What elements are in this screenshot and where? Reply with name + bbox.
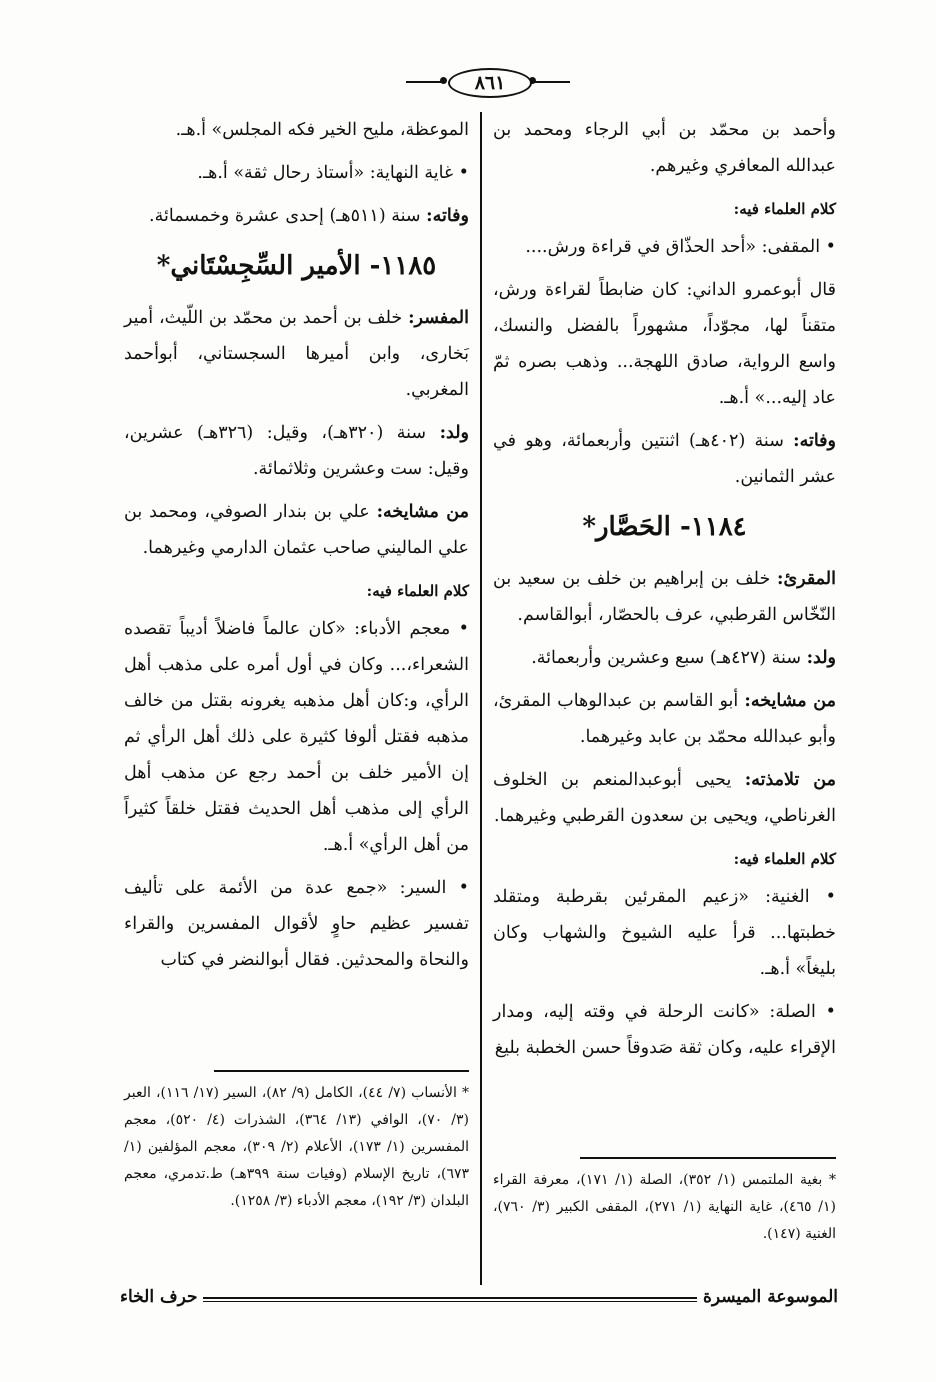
death-text: سنة (٥١١هـ) إحدى عشرة وخمسمائة.	[149, 206, 421, 226]
book-title: الموسوعة الميسرة	[697, 1287, 838, 1307]
teachers-line	[493, 683, 836, 755]
chapter-name: حرف الخاء	[120, 1287, 203, 1307]
quote-dani: قال أبوعمرو الداني: كان ضابطاً لقراءة ورش، متقناً لها، مجوّداً، مشهوراً بالفضل والنسك، واسع الرواية، صادق اللهجة... وذهب بصره ثمّ عاد إليه...» أ.هـ.	[493, 280, 836, 408]
exegete-text: خلف بن أحمد بن محمّد بن اللّيث، أمير بَخارى، وابن أميرها السجستاني، أبوأحمد المغربي.	[124, 308, 469, 400]
footnote-rule-right	[580, 1157, 836, 1159]
exegete-line	[124, 300, 469, 408]
born-text: سنة (٣٢٠هـ)، وقيل: (٣٢٦هـ) عشرين، وقيل: ست وعشرين وثلاثمائة.	[124, 423, 469, 479]
header-rule-right	[530, 81, 570, 83]
teachers-label: من مشايخه:	[744, 691, 836, 711]
teachers-text: علي بن بندار الصوفي، ومحمد بن علي الماليني صاحب عثمان الدارمي وغيرهما.	[124, 502, 469, 558]
reader-text: خلف بن إبراهيم بن خلف بن سعيد بن النّخّاس القرطبي، عرف بالحصّار، أبوالقاسم.	[493, 569, 836, 625]
quote-mujam-udaba: • معجم الأدباء: «كان عالماً فاضلاً أديباً تقصده الشعراء،... وكان في أول أمره على مذهب أهل الرأي، و:كان أهل مذهبه يغرونه بقتل من خالف مذهبه فقتل ألوفا كثيرة على ذلك أهل الرأي ثم إن الأمير خلف بن أحمد رجع عن مذهب أهل الرأي إلى مذهب أهل الحديث فقتل خلقاً كثيراً من أهل الرأي» أ.هـ.	[124, 619, 469, 855]
born-line	[493, 640, 836, 676]
quote-ghunya: • الغنية: «زعيم المقرئين بقرطبة ومتقلد خطبتها... قرأ عليه الشيوخ والشهاب وكان بليغاً» أ.هـ.	[493, 887, 836, 979]
quote-sila: • الصلة: «كانت الرحلة في وقته إليه، ومدار الإقراء عليه، وكان ثقة صَدوقاً حسن الخطبة بليغ	[493, 1002, 836, 1058]
header-dot-left	[440, 77, 447, 84]
death-line	[124, 198, 469, 234]
exegete-label: المفسر:	[408, 308, 469, 328]
teachers-line	[124, 494, 469, 566]
footnote-right: * بغية الملتمس (١/ ٣٥٢)، الصلة (١/ ١٧١)، معرفة القراء (١/ ٤٦٥)، غاية النهاية (١/ ٢٧١)، المقفى الكبير (٣/ ٧٦٠)، الغنية (١٤٧).	[493, 1172, 836, 1242]
students-label: من تلامذته:	[744, 770, 836, 790]
teachers-label: من مشايخه:	[376, 502, 469, 522]
continuation-paragraph: الموعظة، مليح الخير فكه المجلس» أ.هـ.	[175, 120, 469, 140]
students-text: يحيى أبوعبدالمنعم بن الخلوف الغرناطي، ويحيى بن سعدون القرطبي وغيرهما.	[493, 770, 836, 826]
students-line	[493, 762, 836, 834]
left-column	[124, 112, 469, 985]
right-column	[493, 112, 836, 1073]
death-text: سنة (٤٠٢هـ) اثنتين وأربعمائة، وهو في عشر الثمانين.	[493, 431, 836, 487]
reader-line	[493, 561, 836, 633]
quote-ghaya: • غاية النهاية: «أستاذ رحال ثقة» أ.هـ.	[197, 163, 469, 183]
footnote-left: * الأنساب (٧/ ٤٤)، الكامل (٩/ ٨٢)، السير (١٧/ ١١٦)، العبر (٣/ ٧٠)، الوافي (١٣/ ٣٦٤)، الشذرات (٤/ ٥٢٠)، معجم المفسرين (١/ ١٧٣)، الأعلام (٢/ ٣٠٩)، معجم المؤلفين (١/ ٦٧٣)، تاريخ الإسلام (وفيات سنة ٣٩٩هـ) ط.تدمري، معجم البلدان (٣/ ١٩٢)، معجم الأدباء (٣/ ١٢٥٨).	[124, 1085, 470, 1209]
reader-label: المقرئ:	[777, 569, 836, 589]
scholars-heading: كلام العلماء فيه:	[366, 582, 469, 600]
quote-siyar: • السير: «جمع عدة من الأئمة على تأليف تفسير عظيم حاوٍ لأقوال المفسرين والقراء والنحاة والمحدثين. فقال أبوالنضر في كتاب	[124, 878, 469, 970]
teachers-text: أبو القاسم بن عبدالوهاب المقرئ، وأبو عبدالله محمّد بن عابد وغيرهما.	[493, 691, 836, 747]
born-label: ولد:	[806, 648, 836, 668]
entry-title-1184: ١١٨٤- الحَصَّار*	[582, 512, 747, 542]
death-line	[493, 423, 836, 495]
entry-title-1185: ١١٨٥- الأمير السِّجِسْتَاني*	[156, 251, 437, 281]
page-number-header	[440, 62, 536, 102]
death-label: وفاته:	[793, 431, 836, 451]
column-divider	[480, 112, 482, 1285]
scholars-heading: كلام العلماء فيه:	[733, 200, 836, 218]
page-number: ٨٦١	[448, 68, 532, 98]
page-footer	[120, 1283, 838, 1313]
born-line	[124, 415, 469, 487]
scholars-heading: كلام العلماء فيه:	[733, 850, 836, 868]
born-label: ولد:	[439, 423, 469, 443]
born-text: سنة (٤٢٧هـ) سبع وعشرين وأربعمائة.	[531, 648, 801, 668]
death-label: وفاته:	[426, 206, 469, 226]
continuation-paragraph: وأحمد بن محمّد بن أبي الرجاء ومحمد بن عبدالله المعافري وغيرهم.	[493, 120, 836, 176]
quote-muqaffa: • المقفى: «أحد الحذّاق في قراءة ورش....	[525, 237, 836, 257]
footnote-rule-left	[214, 1070, 469, 1072]
